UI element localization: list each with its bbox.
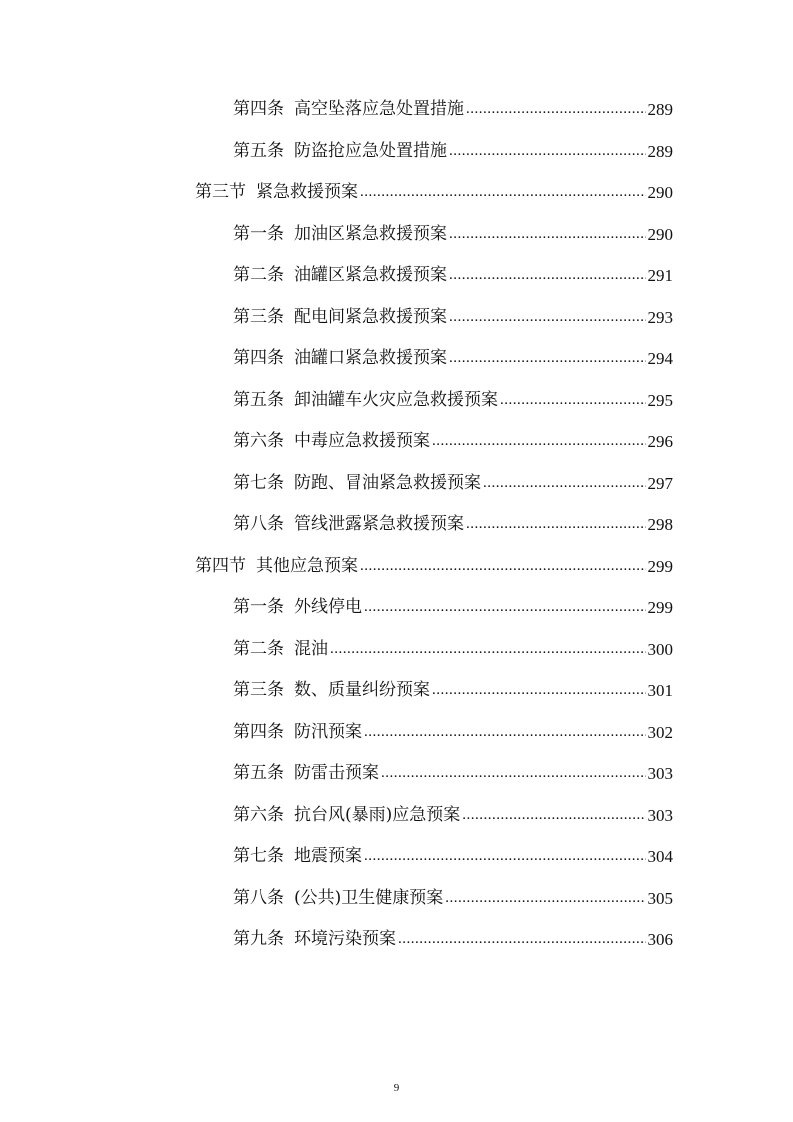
toc-entry[interactable] bbox=[0, 421, 673, 463]
toc-entry[interactable] bbox=[0, 504, 673, 546]
toc-section-title: 紧急救援预案 bbox=[256, 182, 358, 202]
toc-entry-title: 高空坠落应急处置措施 bbox=[294, 99, 464, 119]
toc-entry-title: 防盗抢应急处置措施 bbox=[294, 140, 447, 161]
toc-entry-page: 289 bbox=[647, 100, 673, 119]
toc-leader-dots bbox=[432, 670, 646, 712]
toc-leader-dots bbox=[360, 546, 646, 588]
toc-entry-number: 第八条 bbox=[233, 887, 284, 908]
toc-entry[interactable] bbox=[0, 919, 673, 961]
toc-entry-number: 第八条 bbox=[233, 514, 284, 534]
toc-entry-page: 301 bbox=[647, 681, 673, 700]
toc-entry-page: 303 bbox=[647, 805, 673, 825]
toc-entry-title: 数、质量纠纷预案 bbox=[294, 680, 430, 700]
toc-entry-title: 环境污染预案 bbox=[294, 929, 396, 949]
toc-entry-number: 第五条 bbox=[233, 389, 284, 410]
toc-entry-title: 卸油罐车火灾应急救援预案 bbox=[294, 389, 498, 410]
toc-entry-title: 中毒应急救援预案 bbox=[294, 431, 430, 451]
toc-entry-number: 第九条 bbox=[233, 929, 284, 949]
toc-entry-page: 297 bbox=[647, 473, 673, 493]
toc-entry-title: 配电间紧急救援预案 bbox=[294, 306, 447, 327]
toc-leader-dots bbox=[449, 255, 646, 297]
toc-entry-title: 管线泄露紧急救援预案 bbox=[294, 514, 464, 534]
toc-section-number: 第三节 bbox=[195, 182, 246, 202]
toc-entry-title: 防跑、冒油紧急救援预案 bbox=[294, 472, 481, 493]
toc-leader-dots bbox=[483, 463, 646, 505]
toc-entry-number: 第三条 bbox=[233, 306, 284, 327]
toc-entry-page: 291 bbox=[647, 266, 673, 285]
toc-entry-number: 第三条 bbox=[233, 680, 284, 700]
toc-section-page: 290 bbox=[647, 183, 673, 202]
toc-leader-dots bbox=[364, 836, 646, 878]
toc-leader-dots bbox=[381, 753, 646, 795]
toc-leader-dots bbox=[364, 712, 646, 754]
toc-entry-page: 300 bbox=[647, 639, 673, 659]
toc-entry[interactable] bbox=[0, 629, 673, 671]
toc-entry-title: 防雷击预案 bbox=[294, 763, 379, 783]
toc-leader-dots bbox=[432, 421, 646, 463]
toc-entry[interactable] bbox=[0, 587, 673, 629]
toc-entry-number: 第二条 bbox=[233, 638, 284, 659]
toc-entry[interactable] bbox=[0, 89, 673, 131]
toc-entry-number: 第六条 bbox=[233, 431, 284, 451]
toc-entry-page: 303 bbox=[647, 764, 673, 783]
toc-entry-page: 298 bbox=[647, 515, 673, 534]
table-of-contents bbox=[0, 89, 793, 961]
toc-entry-page: 295 bbox=[647, 390, 673, 410]
toc-leader-dots bbox=[449, 338, 646, 380]
toc-entry[interactable] bbox=[0, 712, 673, 754]
toc-leader-dots bbox=[500, 380, 646, 422]
toc-entry[interactable] bbox=[0, 836, 673, 878]
toc-entry-number: 第七条 bbox=[233, 846, 284, 866]
toc-entry-title: 混油 bbox=[294, 638, 328, 659]
toc-leader-dots bbox=[449, 214, 646, 256]
toc-entry-page: 293 bbox=[647, 307, 673, 327]
toc-entry-number: 第一条 bbox=[233, 597, 284, 617]
toc-entry-number: 第六条 bbox=[233, 804, 284, 825]
toc-entry-title: 油罐口紧急救援预案 bbox=[294, 348, 447, 368]
toc-entry-number: 第一条 bbox=[233, 223, 284, 244]
toc-entry-number: 第七条 bbox=[233, 472, 284, 493]
toc-entry[interactable] bbox=[0, 255, 673, 297]
toc-entry-page: 304 bbox=[647, 847, 673, 866]
toc-entry[interactable] bbox=[0, 878, 673, 920]
toc-leader-dots bbox=[360, 172, 646, 214]
toc-entry[interactable] bbox=[0, 463, 673, 505]
toc-entry-title: 加油区紧急救援预案 bbox=[294, 223, 447, 244]
toc-leader-dots bbox=[462, 795, 645, 837]
toc-entry-page: 306 bbox=[647, 930, 673, 949]
toc-entry-page: 290 bbox=[647, 224, 673, 244]
toc-entry[interactable] bbox=[0, 380, 673, 422]
page-number: 9 bbox=[393, 1082, 400, 1094]
toc-section[interactable] bbox=[0, 172, 673, 214]
toc-entry-page: 289 bbox=[647, 141, 673, 161]
toc-entry-title: 油罐区紧急救援预案 bbox=[294, 265, 447, 285]
toc-entry[interactable] bbox=[0, 131, 673, 173]
toc-entry[interactable] bbox=[0, 297, 673, 339]
toc-section-page: 299 bbox=[647, 556, 673, 576]
toc-entry-number: 第四条 bbox=[233, 348, 284, 368]
toc-entry[interactable] bbox=[0, 795, 673, 837]
toc-entry[interactable] bbox=[0, 670, 673, 712]
toc-entry-title: 外线停电 bbox=[294, 597, 362, 617]
toc-section-number: 第四节 bbox=[195, 555, 246, 576]
toc-entry-page: 302 bbox=[647, 722, 673, 742]
toc-entry-title: 防汛预案 bbox=[294, 721, 362, 742]
toc-entry-title: 抗台风(暴雨)应急预案 bbox=[294, 804, 461, 825]
toc-entry[interactable] bbox=[0, 753, 673, 795]
toc-entry-number: 第五条 bbox=[233, 140, 284, 161]
toc-section-title: 其他应急预案 bbox=[256, 555, 358, 576]
toc-entry-page: 305 bbox=[647, 888, 673, 908]
toc-leader-dots bbox=[330, 629, 646, 671]
toc-leader-dots bbox=[449, 297, 646, 339]
toc-leader-dots bbox=[449, 131, 646, 173]
toc-entry-number: 第四条 bbox=[233, 721, 284, 742]
toc-entry-title: (公共)卫生健康预案 bbox=[294, 887, 444, 908]
toc-entry-page: 294 bbox=[647, 349, 673, 368]
toc-leader-dots bbox=[398, 919, 646, 961]
toc-entry-page: 296 bbox=[647, 432, 673, 451]
toc-entry-number: 第五条 bbox=[233, 763, 284, 783]
toc-leader-dots bbox=[466, 504, 646, 546]
toc-leader-dots bbox=[445, 878, 645, 920]
toc-entry[interactable] bbox=[0, 214, 673, 256]
toc-entry-page: 299 bbox=[647, 598, 673, 617]
toc-section[interactable] bbox=[0, 546, 673, 588]
toc-leader-dots bbox=[466, 89, 646, 131]
toc-leader-dots bbox=[364, 587, 646, 629]
toc-entry-number: 第四条 bbox=[233, 99, 284, 119]
toc-entry-title: 地震预案 bbox=[294, 846, 362, 866]
toc-entry-number: 第二条 bbox=[233, 265, 284, 285]
toc-entry[interactable] bbox=[0, 338, 673, 380]
